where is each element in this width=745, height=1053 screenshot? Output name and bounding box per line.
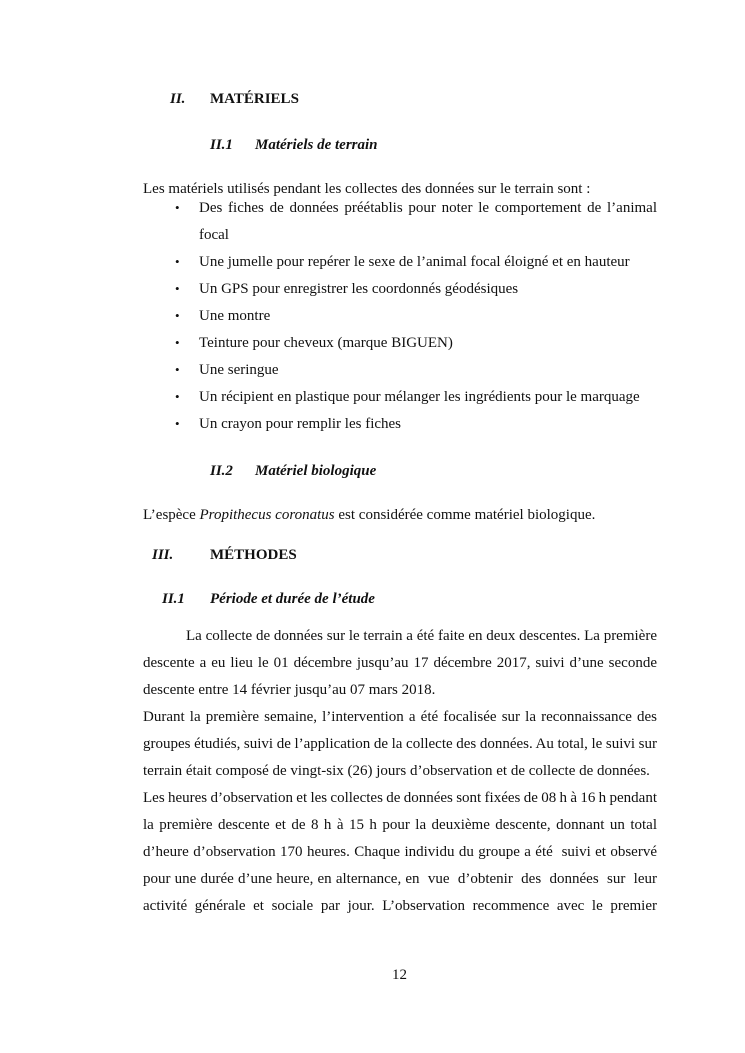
paragraph-line: descente a eu lieu le 01 décembre jusqu’au 17 décembre 2017, suivi d’une seconde bbox=[143, 655, 657, 671]
subsection-number: II.1 bbox=[162, 591, 185, 607]
list-item: focal bbox=[199, 227, 229, 243]
subsection-number: II.2 bbox=[210, 463, 233, 479]
subsection-heading: Période et durée de l’étude bbox=[210, 591, 375, 607]
paragraph-line: groupes étudiés, suivi de l’application de la collecte des données. Au total, le suivi sur bbox=[143, 736, 657, 752]
bullet-icon: • bbox=[175, 389, 180, 404]
section-number: III. bbox=[152, 547, 174, 563]
bullet-icon: • bbox=[175, 200, 180, 215]
paragraph-line: Durant la première semaine, l’intervention a été focalisée sur la reconnaissance des bbox=[143, 709, 657, 725]
bullet-icon: • bbox=[175, 308, 180, 323]
bullet-icon: • bbox=[175, 254, 180, 269]
section-heading: MÉTHODES bbox=[210, 547, 297, 563]
list-item: Un crayon pour remplir les fiches bbox=[199, 416, 402, 432]
section-heading: MATÉRIELS bbox=[210, 91, 299, 107]
list-item: Une jumelle pour repérer le sexe de l’animal focal éloigné et en hauteur bbox=[199, 254, 630, 270]
list-item: Un récipient en plastique pour mélanger les ingrédients pour le marquage bbox=[199, 389, 640, 405]
bullet-icon: • bbox=[175, 362, 180, 377]
list-item: Des fiches de données préétablis pour noter le comportement de l’animal bbox=[199, 200, 657, 216]
paragraph-line: descente entre 14 février jusqu’au 07 mars 2018. bbox=[143, 682, 436, 698]
paragraph-line: Les heures d’observation et les collectes de données sont fixées de 08 h à 16 h pendant bbox=[143, 790, 657, 806]
text: est considérée comme matériel biologique. bbox=[334, 507, 596, 523]
subsection-heading: Matériels de terrain bbox=[255, 137, 378, 153]
bullet-icon: • bbox=[175, 335, 180, 350]
paragraph-line: activité générale et sociale par jour. L’observation recommence avec le premier bbox=[143, 898, 657, 914]
paragraph-line: la première descente et de 8 h à 15 h pour la deuxième descente, donnant un total bbox=[143, 817, 657, 833]
section-number: II. bbox=[170, 91, 186, 107]
bullet-icon: • bbox=[175, 281, 180, 296]
paragraph-line: terrain était composé de vingt-six (26) jours d’observation et de collecte de données. bbox=[143, 763, 650, 779]
paragraph-line: d’heure d’observation 170 heures. Chaque individu du groupe a été suivi et observé bbox=[143, 844, 657, 860]
paragraph-line: La collecte de données sur le terrain a été faite en deux descentes. La première bbox=[186, 628, 657, 644]
text: L’espèce bbox=[143, 507, 200, 523]
subsection-heading: Matériel biologique bbox=[255, 463, 377, 479]
list-item: Teinture pour cheveux (marque BIGUEN) bbox=[199, 335, 453, 351]
species-name: Propithecus coronatus bbox=[199, 507, 335, 523]
intro-text: Les matériels utilisés pendant les collectes des données sur le terrain sont : bbox=[143, 181, 591, 197]
biological-material-text bbox=[143, 506, 657, 524]
list-item: Une montre bbox=[199, 308, 271, 324]
subsection-number: II.1 bbox=[210, 137, 233, 153]
bullet-icon: • bbox=[175, 416, 180, 431]
paragraph-line: pour une durée d’une heure, en alternance, en vue d’obtenir des données sur leur bbox=[143, 871, 657, 887]
list-item: Une seringue bbox=[199, 362, 279, 378]
page-number: 12 bbox=[392, 967, 407, 983]
list-item: Un GPS pour enregistrer les coordonnés géodésiques bbox=[199, 281, 519, 297]
